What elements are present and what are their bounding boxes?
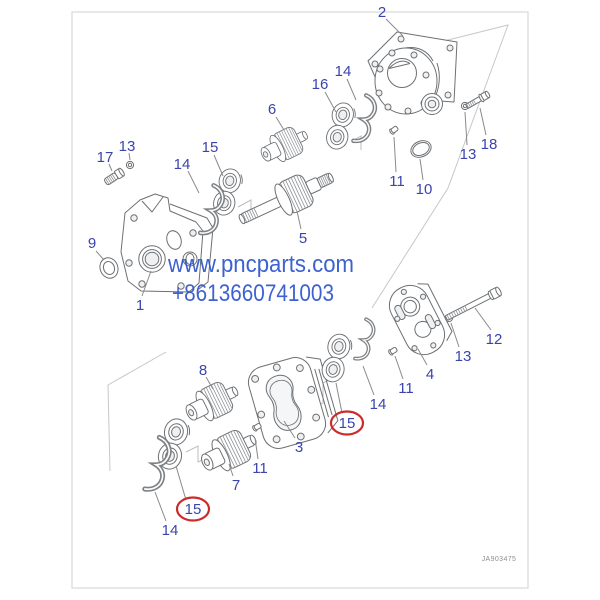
callout-8: 8 <box>198 362 208 379</box>
callout-7: 7 <box>231 477 241 494</box>
leader-line <box>297 211 301 229</box>
callout-17: 17 <box>96 149 114 166</box>
part-11-pin <box>388 346 398 355</box>
callout-6: 6 <box>267 101 277 118</box>
leader-line <box>394 137 396 172</box>
leader-line <box>480 108 486 135</box>
part-14-snap-ring <box>355 319 376 361</box>
callout-18: 18 <box>480 136 498 153</box>
callout-15: 15 <box>184 501 202 518</box>
part-13-washer <box>126 161 133 168</box>
callout-13: 13 <box>118 138 136 155</box>
part-12-bolt <box>444 286 502 322</box>
leader-line <box>386 19 403 36</box>
leader-line <box>363 366 374 395</box>
part-2-pump-housing <box>368 32 457 115</box>
callout-15: 15 <box>338 415 356 432</box>
part-9-seal-ring <box>97 255 121 281</box>
callout-4: 4 <box>425 366 435 383</box>
leader-line <box>475 308 491 330</box>
part-10-o-ring <box>408 138 434 161</box>
callout-10: 10 <box>415 181 433 198</box>
callout-14: 14 <box>334 63 352 80</box>
callout-12: 12 <box>485 331 503 348</box>
leader-line <box>325 92 336 112</box>
part-16-bushing-pair <box>324 101 358 152</box>
leader-line <box>347 79 356 100</box>
leader-line <box>420 159 423 180</box>
part-17-bolt <box>103 167 125 186</box>
callout-1: 1 <box>135 297 145 314</box>
callout-15: 15 <box>201 139 219 156</box>
part-8-gear <box>180 376 244 430</box>
leader-line <box>96 251 104 260</box>
callout-11: 11 <box>398 380 414 397</box>
callout-14: 14 <box>369 396 387 413</box>
leader-line <box>451 323 459 347</box>
callout-16: 16 <box>311 76 329 93</box>
part-15-bushing-pair <box>320 332 355 385</box>
part-14-snap-ring <box>353 95 377 144</box>
leader-line <box>214 155 223 176</box>
callout-14: 14 <box>173 156 191 173</box>
callout-11: 11 <box>389 173 405 190</box>
leader-line <box>155 492 166 521</box>
watermark-phone-number: +8613660741003 <box>172 280 334 307</box>
leader-line <box>188 171 199 193</box>
leader-line <box>395 356 403 379</box>
leader-line <box>336 383 342 413</box>
callout-2: 2 <box>377 4 387 21</box>
part-11-pin <box>389 125 399 135</box>
callout-3: 3 <box>294 439 304 456</box>
callout-9: 9 <box>87 235 97 252</box>
part-6-driven-gear <box>256 121 313 169</box>
callout-13: 13 <box>459 146 477 163</box>
callout-11: 11 <box>252 460 268 477</box>
part-5-drive-gear-shaft <box>233 161 340 235</box>
leader-line <box>176 466 186 500</box>
leader-line <box>276 117 284 130</box>
callout-5: 5 <box>298 230 308 247</box>
drawing-code: JA903475 <box>481 556 517 563</box>
assembly-boundary-line-lower <box>108 352 166 471</box>
callout-13: 13 <box>454 348 472 365</box>
watermark-site-url: www.pncparts.com <box>167 251 354 278</box>
callout-14: 14 <box>161 522 179 539</box>
